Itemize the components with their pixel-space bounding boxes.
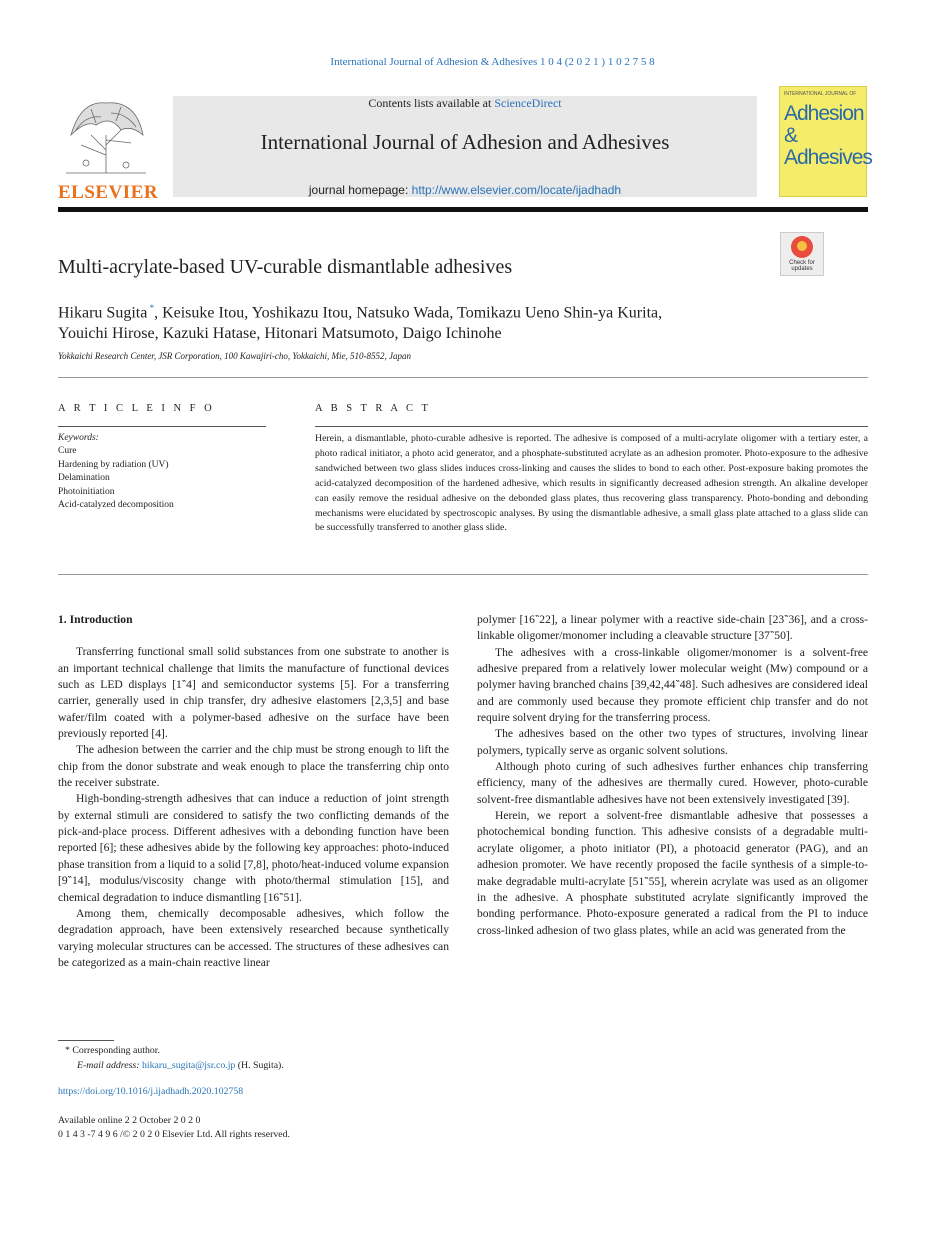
homepage-line — [173, 183, 757, 197]
journal-cover[interactable] — [779, 86, 872, 197]
co-authors-line2: Youichi Hirose, Kazuki Hatase, Hitonari Matsumoto, Daigo Ichinohe — [58, 325, 502, 343]
check-for-updates-badge[interactable] — [780, 232, 824, 276]
journal-banner — [173, 96, 757, 197]
sciencedirect-link[interactable]: ScienceDirect — [494, 96, 562, 110]
journal-citation[interactable]: International Journal of Adhesion & Adhesives 1 0 4 (2 0 2 1 ) 1 0 2 7 5 8 — [330, 56, 655, 68]
check-for-updates-label: Check for updates — [789, 260, 815, 272]
keyword-item: Delamination — [58, 473, 110, 484]
keyword-item: Hardening by radiation (UV) — [58, 459, 169, 470]
email-suffix: (H. Sugita). — [235, 1059, 284, 1071]
divider — [58, 377, 868, 378]
elsevier-logo — [58, 95, 159, 203]
abstract-text: Herein, a dismantlable, photo-curable adhesive is reported. The adhesive is composed of a multi-acrylate oligomer with a tertiary ester, a photo radical initiator, a photo acid generator, and a phosphate-substituted acrylate as an adhesion promoter. Photo-exposure to the adhesive sandwiched between two glass slides induces cross-linking and causes the slides to bond to each other. Post-exposure baking promotes the acid-catalyzed decomposition of the hardened adhesive, which results in significantly decreased adhesion strength. An alkaline developer can easily remove the residual adhesive on the debonded glass plates, thus recovering glass transparency. Photo-bonding and debonding mechanisms were elucidated by spectroscopic analyses. By using the dismantlable adhesive, a small glass plate attached to a glass slide can be successfully transferred to another glass slide. — [315, 433, 868, 534]
crossmark-icon — [791, 236, 813, 258]
author-list — [58, 298, 808, 344]
article-info-rule — [58, 426, 266, 427]
first-author[interactable]: Hikaru Sugita — [58, 304, 148, 322]
available-online: Available online 2 2 October 2 0 2 0 — [58, 1115, 201, 1126]
doi-link[interactable]: https://doi.org/10.1016/j.ijadhadh.2020.102758 — [58, 1086, 244, 1097]
email-link[interactable]: hikaru_sugita@jsr.co.jp — [141, 1059, 236, 1071]
corresponding-note: * Corresponding author. — [65, 1045, 160, 1056]
contents-line — [173, 96, 757, 111]
body-column-left — [58, 612, 449, 971]
abstract-heading: A B S T R A C T — [315, 403, 431, 414]
publication-info — [58, 1114, 290, 1142]
cover-title: Adhesion & Adhesives — [784, 102, 872, 169]
body-paragraph: The adhesives with a cross-linkable oligomer/monomer is a solvent-free adhesive prepared from a relatively lower molecular weight (Mw) compound or a polymer having branched chains [39,42,44‶48]. Such adhesives are considered ideal and are commonly used because they promote efficient chip transfer and do not require solvent drying for the transferring process. — [477, 645, 868, 725]
body-paragraph: The adhesives based on the other two types of structures, involving linear polymers, typically serve as organic solvent solutions. — [477, 727, 868, 757]
contents-prefix: Contents lists available at — [368, 96, 495, 110]
keyword-item: Photoinitiation — [58, 486, 115, 497]
body-paragraph: Herein, we report a solvent-free dismantlable adhesive that possesses a photochemical bonding function. This adhesive consists of a degradable multi-acrylate oligomer, a photo initiator (PI), a photoacid generator (PAG), and an adhesion promoter. We have recently proposed the facile synthesis of a simple-to-make degradable multi-acrylate [51‶55], wherein acrylate was used as an oligomer in the adhesive. A phosphate substituted acrylate significantly improved the bonding performance. Photo-exposure generated a radical from the PI to induce cross-linked adhesion of two glass plates, while an acid was generated from the — [477, 809, 868, 937]
body-paragraph: polymer [16‶22], a linear polymer with a reactive side-chain [23‶36], and a cross-linkable oligomer/monomer including a cleavable structure [37‶50]. — [477, 613, 868, 643]
journal-title: International Journal of Adhesion and Adhesives — [260, 130, 670, 154]
body-paragraph: High-bonding-strength adhesives that can induce a reduction of joint strength by external stimuli are considered to satisfy the two conflicting demands of the pick-and-place process. Different adhesives with a debonding function have been reported [6]; these adhesives abide by the following key approaches: photo-induced phase transition from a liquid to a solid [7,8], photo/heat-induced volume expansion [9‶14], modulus/viscosity change with photo/thermal stimulation [15], and chemical degradation to induce dismantling [16‶51]. — [58, 792, 449, 904]
body-paragraph: Transferring functional small solid substances from one substrate to another is an important technical challenge that limits the manufacture of functional devices such as LED displays [1‶4] and semiconductor systems [5]. For a transferring carrier, generally used in chip transfer, dry adhesive elastomers [2,3,5] and base wafer/film coated with a polymer-based adhesive on the surface have been previously reported [4]. — [58, 645, 449, 741]
section-heading-introduction: 1. Introduction — [58, 613, 133, 626]
email-line — [65, 1059, 284, 1074]
body-paragraph: The adhesion between the carrier and the chip must be strong enough to lift the chip from the donor substrate and weak enough to place the transferring chip onto the receiver substrate. — [58, 743, 449, 790]
corresponding-author-mark[interactable]: * — [149, 303, 155, 313]
copyright: 0 1 4 3 -7 4 9 6 /© 2 0 2 0 Elsevier Ltd. All rights reserved. — [58, 1129, 290, 1140]
header-divider — [58, 207, 868, 212]
abstract-rule — [315, 426, 868, 427]
homepage-prefix: journal homepage: — [308, 183, 412, 197]
footnote-divider — [58, 1040, 114, 1041]
footnote — [65, 1044, 284, 1073]
keywords-block — [58, 432, 174, 512]
co-authors-line1: , Keisuke Itou, Yoshikazu Itou, Natsuko Wada, Tomikazu Ueno Shin-ya Kurita, — [154, 304, 663, 322]
keyword-item: Cure — [58, 446, 77, 457]
article-title: Multi-acrylate-based UV-curable dismantlable adhesives — [58, 256, 513, 278]
article-info-heading: A R T I C L E I N F O — [58, 403, 215, 414]
body-paragraph: Although photo curing of such adhesives further enhances chip transferring efficiency, many of the adhesives are thermally cured. However, photo-curable solvent-free dismantlable adhesives have not been extensively investigated [39]. — [477, 760, 868, 806]
homepage-link[interactable]: http://www.elsevier.com/locate/ijadhadh — [411, 183, 622, 197]
keywords-label: Keywords: — [58, 433, 99, 443]
keyword-item: Acid-catalyzed decomposition — [58, 500, 174, 511]
elsevier-tree-icon — [61, 95, 151, 175]
cover-subtitle: INTERNATIONAL JOURNAL OF — [784, 91, 857, 97]
email-label: E-mail address: — [77, 1059, 142, 1071]
affiliation: Yokkaichi Research Center, JSR Corporation, 100 Kawajiri-cho, Yokkaichi, Mie, 510-8552, Japan — [58, 351, 411, 361]
divider — [58, 574, 868, 575]
publisher-name: ELSEVIER — [58, 182, 159, 203]
body-column-right — [477, 612, 868, 939]
body-paragraph: Among them, chemically decomposable adhesives, which follow the degradation approach, have been extensively researched because synthetically varying molecular structures can be accessed. The structures of these adhesives can be categorized as a main-chain reactive linear — [58, 906, 449, 969]
